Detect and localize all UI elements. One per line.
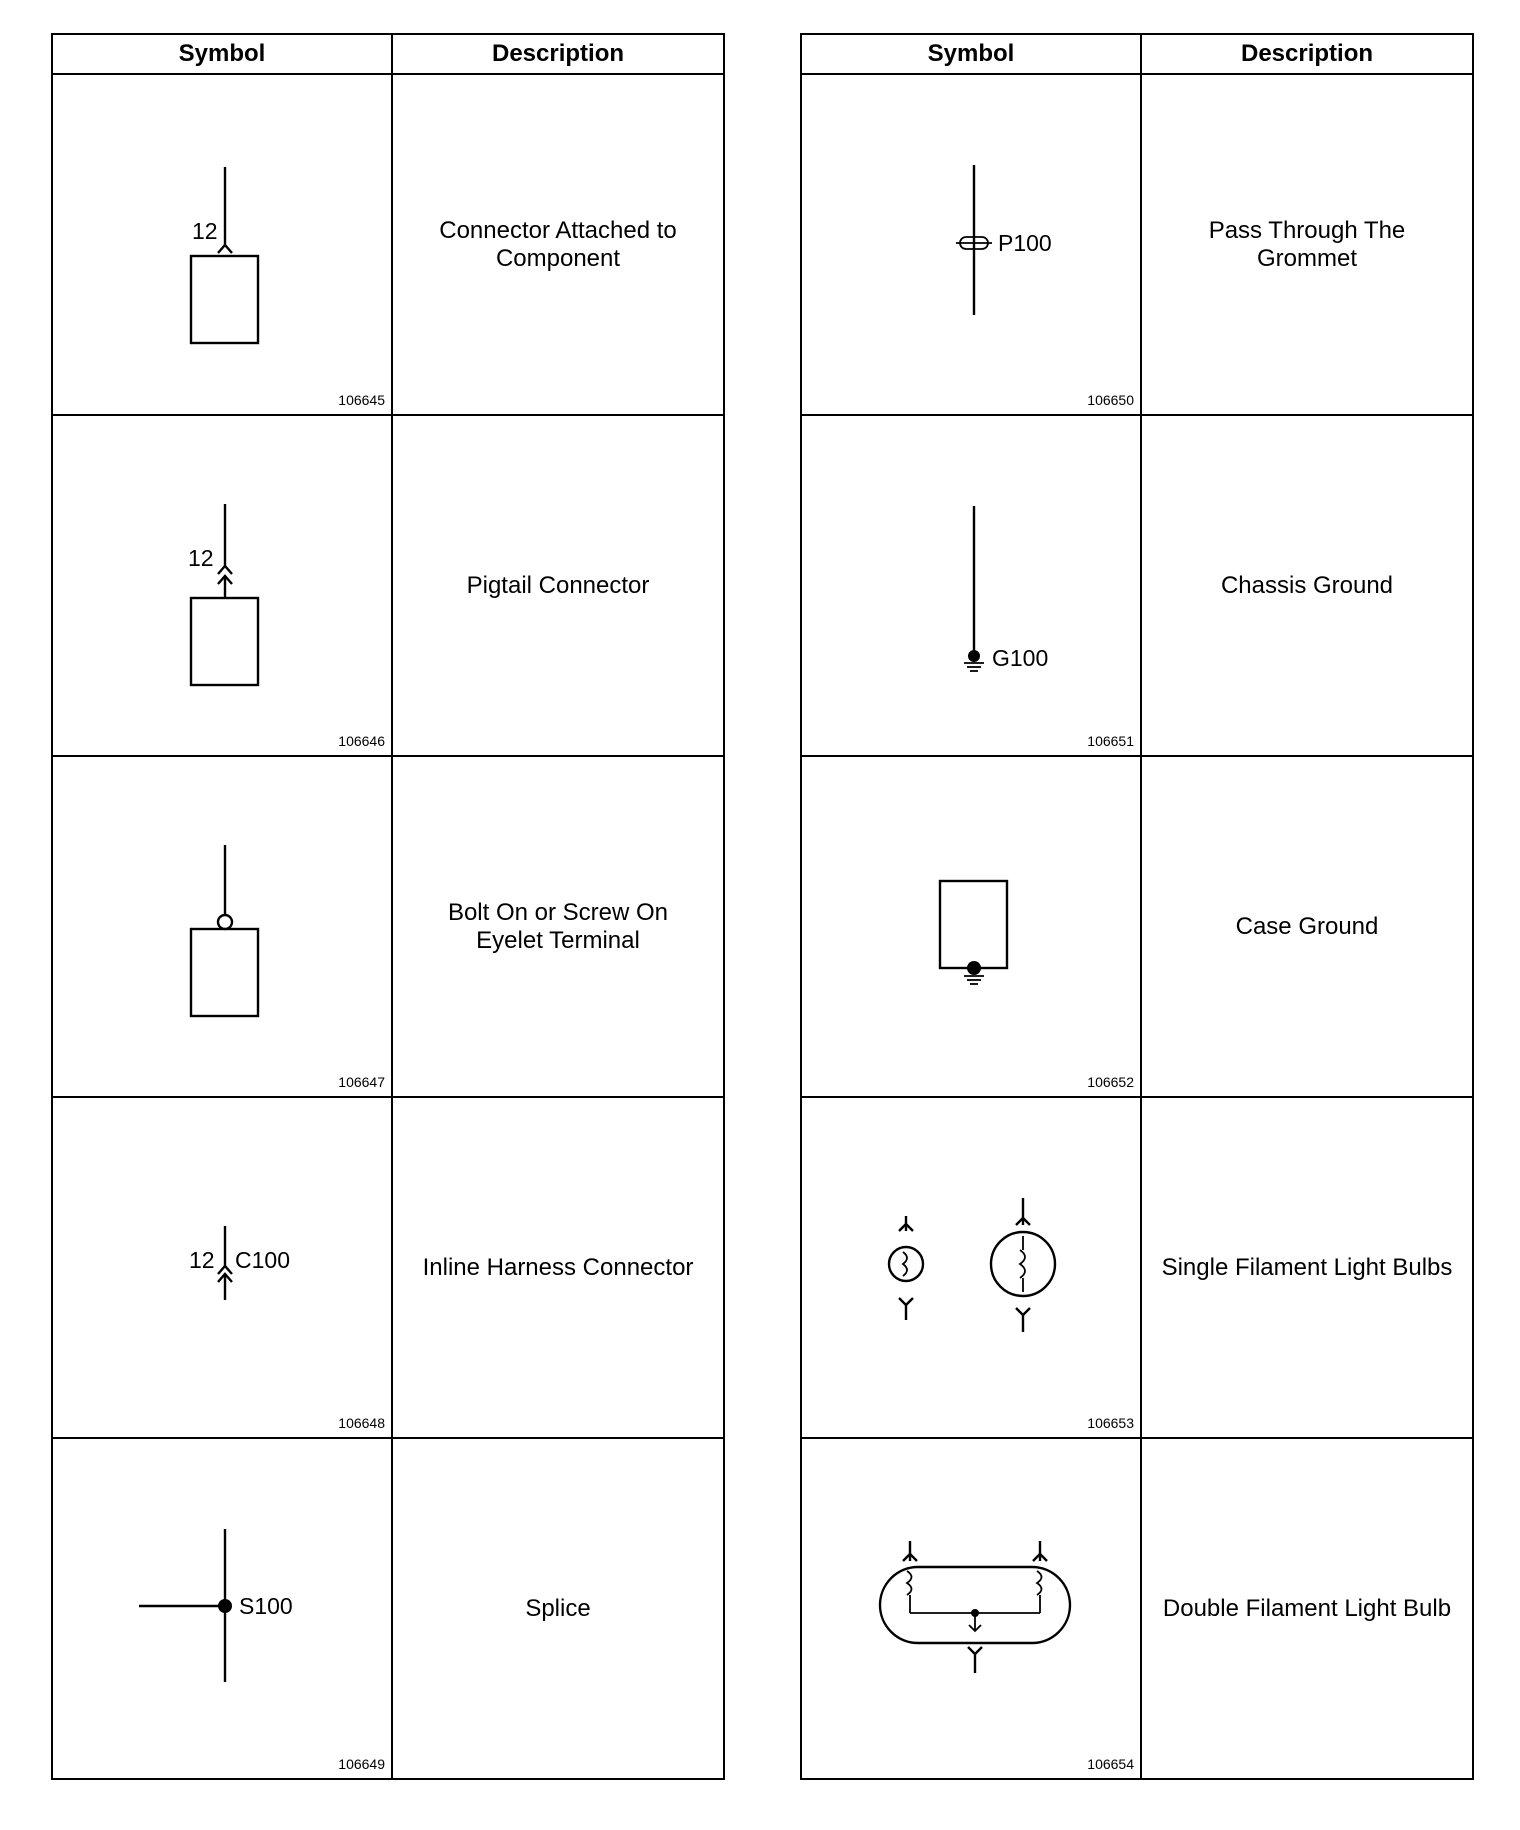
description-column-header: Description: [1141, 34, 1473, 74]
description-cell: [392, 1097, 724, 1438]
symbol-column-header: Symbol: [801, 34, 1141, 74]
table-row: [52, 1438, 724, 1779]
double-filament-bulb-icon: [802, 1439, 1140, 1778]
description-text: Case Ground: [1235, 912, 1379, 940]
symbol-cell: [801, 415, 1141, 756]
description-text: Double Filament Light Bulb: [1162, 1594, 1452, 1622]
table-row: [52, 756, 724, 1097]
description-cell: [392, 1438, 724, 1779]
figure-number: 106647: [338, 1074, 385, 1090]
splice-id-label: S100: [239, 1593, 293, 1619]
grommet-id-label: P100: [998, 230, 1052, 256]
description-text: Single Filament Light Bulbs: [1161, 1253, 1453, 1281]
description-cell: [1141, 756, 1473, 1097]
figure-number: 106645: [338, 392, 385, 408]
figure-number: 106646: [338, 733, 385, 749]
description-column-header: Description: [392, 34, 724, 74]
symbol-cell: [801, 74, 1141, 415]
symbol-cell: [52, 415, 392, 756]
grommet-pass-through-icon: [802, 75, 1140, 414]
symbol-cell: [801, 756, 1141, 1097]
symbol-column-header: Symbol: [52, 34, 392, 74]
description-cell: [392, 74, 724, 415]
connector-id-label: C100: [235, 1247, 290, 1273]
symbol-cell: [801, 1438, 1141, 1779]
single-filament-bulb-icon: [802, 1098, 1140, 1437]
chassis-ground-icon: [802, 416, 1140, 755]
description-text: Pigtail Connector: [466, 571, 650, 599]
figure-number: 106652: [1087, 1074, 1134, 1090]
description-cell: [1141, 1097, 1473, 1438]
description-cell: [1141, 415, 1473, 756]
symbol-table-left: [51, 33, 725, 1780]
case-ground-icon: [802, 757, 1140, 1096]
pigtail-connector-icon: [53, 416, 391, 755]
symbol-table-right: [800, 33, 1474, 1780]
description-cell: [392, 756, 724, 1097]
table-row: [801, 1438, 1473, 1779]
figure-number: 106648: [338, 1415, 385, 1431]
symbol-cell: [52, 1438, 392, 1779]
table-row: [52, 74, 724, 415]
description-cell: [392, 415, 724, 756]
eyelet-terminal-icon: [53, 757, 391, 1096]
figure-number: 106650: [1087, 392, 1134, 408]
description-cell: [1141, 74, 1473, 415]
figure-number: 106649: [338, 1756, 385, 1772]
figure-number: 106653: [1087, 1415, 1134, 1431]
description-text: Bolt On or Screw On Eyelet Terminal: [447, 898, 669, 954]
pin-number-label: 12: [192, 218, 218, 244]
pin-number-label: 12: [188, 545, 214, 571]
pin-number-label: 12: [189, 1247, 215, 1273]
connector-attached-to-component-icon: [53, 75, 391, 414]
symbol-cell: [52, 74, 392, 415]
figure-number: 106651: [1087, 733, 1134, 749]
symbol-cell: [52, 1097, 392, 1438]
symbol-cell: [801, 1097, 1141, 1438]
table-row: [52, 415, 724, 756]
ground-id-label: G100: [992, 645, 1049, 671]
splice-icon: [53, 1439, 391, 1778]
description-text: Connector Attached to Component: [439, 216, 677, 272]
description-text: Pass Through The Grommet: [1208, 216, 1406, 272]
table-row: [52, 1097, 724, 1438]
description-text: Inline Harness Connector: [422, 1253, 694, 1281]
description-cell: [1141, 1438, 1473, 1779]
description-text: Splice: [525, 1594, 591, 1622]
symbol-cell: [52, 756, 392, 1097]
table-row: [801, 74, 1473, 415]
description-text: Chassis Ground: [1220, 571, 1394, 599]
table-row: [801, 756, 1473, 1097]
figure-number: 106654: [1087, 1756, 1134, 1772]
table-row: [801, 415, 1473, 756]
inline-harness-connector-icon: [53, 1098, 391, 1437]
table-row: [801, 1097, 1473, 1438]
